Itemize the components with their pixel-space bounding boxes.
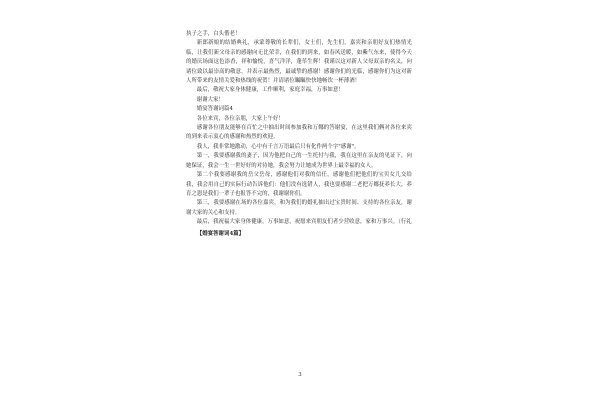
paragraph-3: 最后，敬祝大家身体健康，工作顺利，家庭幸福，万事如意！ [196, 87, 344, 94]
paragraph-1: 执子之手，白头偕老！ [186, 31, 241, 37]
paragraph-12: 最后，我祝福大家身体健康，万事如意，祝愿来宾朋友们者少营收意，家和万事兴。（行礼 [196, 219, 412, 226]
paragraph-8: 我人，我非常地激动，心中有千言万语最后只有化作两个字"感谢"。 [196, 143, 360, 150]
paragraph-6: 各位来宾，各位亲朋，大家上午好！ [196, 115, 284, 122]
paragraph-4: 谢谢大家！ [196, 96, 225, 103]
paragraph-10: 第二个我要感谢我的岳父岳母，感谢他们对我的信任，感谢他们把他们的宝贝女儿交给我，我会用自己的实际行动告诉他们：他们没有选错人，我也要感谢二老把万娜抚养长大，养育之恩是我们一辈子也报答不完的，我谢谢你们。 [186, 172, 412, 197]
paragraph-11: 第三，我要感谢在场的各位嘉宾，和为我们的婚礼抽出过宝贵时间、支持的各位亲友，谢谢大家的关心和支持。 [186, 200, 412, 216]
paragraph-5: 婚宴答谢词篇4 [196, 106, 233, 113]
paragraph-7: 感谢各位朋友能够在百忙之中抽出时间参加我和万娜的答谢宴，在这里我们俩对各位来宾的到来表示衷心的感谢和热烈的欢迎。 [186, 125, 412, 141]
paragraph-9: 第一，我要感谢我的妻子，因为他把自己的一生托付与我，我在这里在亲友的见证下，向她保证，我会一生一世好好的对待她，我会努力让她成为世界上最幸福的女人。 [186, 153, 412, 169]
page-number: 3 [298, 372, 302, 378]
paragraph-2: 新郎新娘的结婚典礼，承蒙尊敬的长辈们，女士们，先生们，嘉宾和亲朋好友们热情光临，让我们新父母亲的感谢向无比荣幸，在我们的到来，如春风送暖，如紫气东来，使得今天的婚庆场面这色添香，祥和愉悦，喜气洋洋，蓬荜生辉！我谨以这对新人父母双亲的名义，向诸位致以最崇高的敬意，并表示最热烈，最诚挚的感谢！感谢你们的光临，感谢你们为这对新人所带来的友情关爱和热线的祝贺！并请诸位瞩瞩快快地畅饮一杯薄酒！ [186, 40, 412, 85]
document-body [186, 30, 412, 239]
section-title: 【婚宴答谢词4篇】 [196, 230, 245, 237]
